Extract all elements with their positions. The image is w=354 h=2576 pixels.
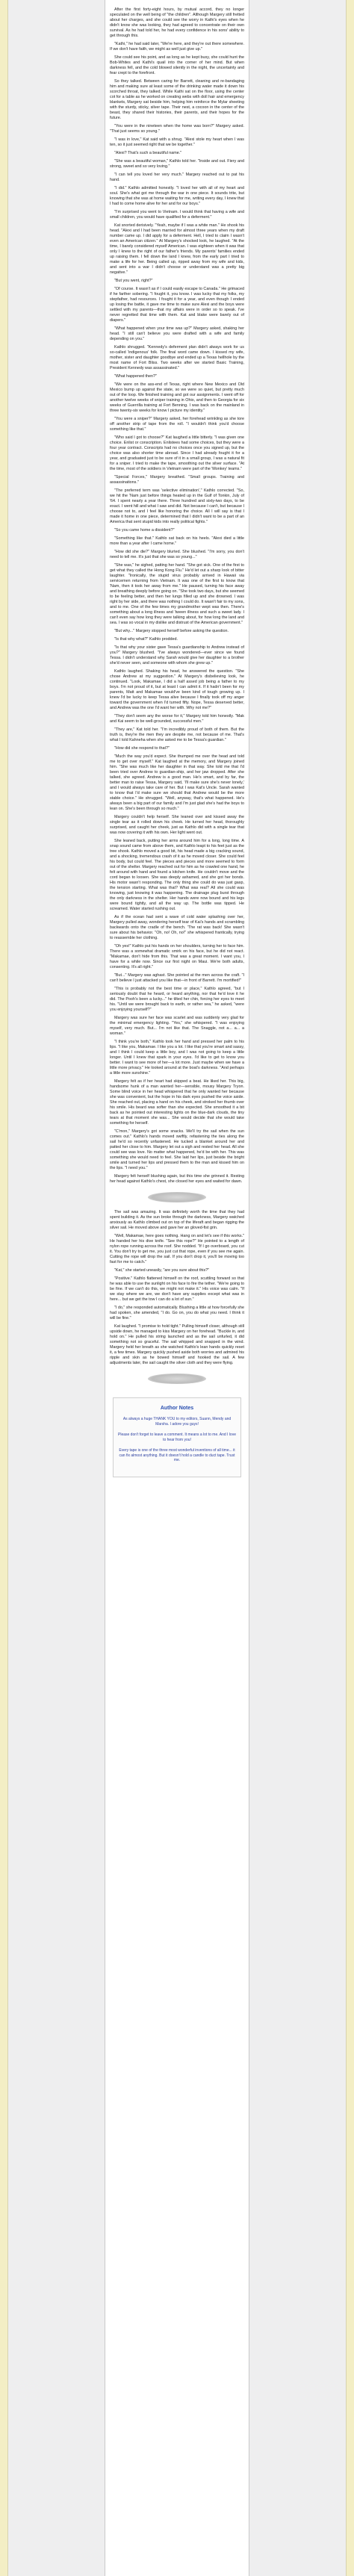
story-paragraph: "But you went, right?" xyxy=(114,279,153,283)
story-paragraph: "They are," Kat told her. "I'm incredibly proud of both of them. But the truth is, they're the men they are despite me, not because of me. That's what I told Kahneha when she asked me to be Tessa's guardian." xyxy=(110,727,244,742)
story-paragraph: "How did she respond to that?" xyxy=(114,746,170,751)
story-paragraph: "Oh yes!" Kathlo put his hands on her shoulders, turning her to face him. There was a somewhat dramatic smirk on his face, but he did not react. "Makamae, don't hide from this. That was a great moment. I want you, I have for a while now. Since our first night on Maui. We're both adults, consenting. It's all right." xyxy=(110,944,244,969)
story-paragraph: "Who said I got to choose?" Kat laughed a little bitterly. "I was given one choice. Enlist or conscription. Enlistees had some choices, but they were a four year contract. Conscripts had no choices once you signed up, but the choice was also shorter time abroad. Since I had already fought it for a year, and graduated just to be sure of it in a small group, I was a natural fit for a sniper. I tried to make the tape, smoothing out the silver surface. "At the time, most of the soldiers in Vietnam were part of the 'Monkey' teams." xyxy=(110,435,244,471)
story-paragraph: "What happened then?" xyxy=(114,374,157,379)
story-paragraph: She leaned back, putting her arms around him for a long, long time. A snap sound came from above them, and Kathlo leapt to his feet just as the tree shook. Kathlo moved a good bit, his head made a big cracking sound, and a shocking, tremendous crash of it as he moved closer. She could feel his body, but could feel. The pieces and pieces and more seemed to form out of the shelter. Margery reached out for him as he crawled one hand, he felt around with hand and found a kitchen knife. He couldn't move and the cord began to loosen. She was deeply ashamed, and she got her bonds. His motor wasn't responding. The only thing she could do was just gasp, the tension starting. What was that? What was real? All she could was knowing, just knowing it was happening. The drainage plug burst through the only darkness in the shelter. Her hands were now bound and his legs were bound tightly, and all the way up. The bottle was tipped. He screamed. Water started rushing out. xyxy=(110,839,244,911)
author-note-line: As always a huge THANK YOU to my editors, Suann, Mendy and Marsha. I adore you guys! xyxy=(122,1417,232,1427)
story-paragraph: "The preferred term was 'selective elimination'," Kathlo corrected. "So, we hit the 'Nam just before things heated up in the Gulf of Tonkin, July of '64. I spent nearly a year there. Three hundred and sixty-two days, to be exact. I went hill and what I saw and did. Not because I can't, but because I choose not to, and I feel like honoring the choice. All I will say is that I made it home in one piece, determined that I didn't want to be a part of an America that sent stupid kids into really political fights." xyxy=(110,488,244,524)
story-paragraph: "I did." Kathlo admitted honestly. "I loved her with all of my heart and soul. She's what got me through the war in one piece. It sounds trite, but knowing that she was at home waiting for me, writing every day, I knew that I had to come home alive for her and for our boys." xyxy=(110,186,244,206)
author-notes-lines xyxy=(118,1417,236,1463)
story-paragraph: "She was," he sighed, patting her hand. "She got sick. One of the first to get what they called the Hong Kong Flu." He'd let out a sharp look of bitter laughter. "Ironically, the stupid virus probably arrived in Hawaii via servicemen returning from Vietnam. It was one of the first to know that 'Nam, then it took her away from me." He paused, turning his face away and breathing deeply before going on. "She took two days, but she seemed to be feeling better, and then her lungs filled up and she drowned. I was right by her side, and there was nothing I could do. It wasn't fair to my sons, and to me. One of the few times my grandmother wept was then. There's something about a long illness and 'tween illness and such a sweet lady. I can't even say how long they were talking about, for how long the land and sea. I was so vocal in my dislike and distrust of the American government." xyxy=(110,563,244,625)
story-paragraph: "They don't seem any the worse for it," Margery told him honestly. "Mak and Kai seem to be well-grounded, successful men." xyxy=(110,714,244,724)
scene-break-image xyxy=(148,1374,206,1384)
story-paragraph: "I was in love," Kat said with a shrug. "Alexi stole my heart when I was ten, so it just seemed right that we be together." xyxy=(110,137,244,147)
story-paragraph: "Is that why your sister gave Tessa's guardianship to Andrew instead of you?" Margery blushed. "I've always wondered—ever since we found Tessa. I didn't understand why Sarah would give her daughter to a brother she'd never seen, and someone with whom she grew up." xyxy=(110,645,244,665)
author-notes-title: Author Notes xyxy=(160,1406,194,1411)
story-paragraph: "Something like that." Kathlo sat back on his heels. "Alexi died a little more than a year after I came home." xyxy=(110,536,244,546)
story-paragraph: "How did she die?" Margery blurted. She blushed. "I'm sorry, you don't need to tell me. It's just that she was so young..." xyxy=(110,550,244,559)
story-part-two xyxy=(110,1210,244,1366)
author-note-line: Every tape is one of the three most wonderful inventions of all time... it can fix almost anything. But it doesn't hold a candle to duct tape. Trust me. xyxy=(119,1448,235,1462)
story-paragraph: "Is that why what?" Kathlo prodded. xyxy=(114,637,178,642)
story-paragraph: Kathlo shrugged. "Kennedy's deferment plan didn't always work for us so-called 'indigenous' folk. The final word came down. I kissed my wife, mother, sister and daughter goodbye and ended up a Texas hellhole by the most name of Fort Bliss. Two weeks after we started Basic Training, President Kennedy was assassinated." xyxy=(110,345,244,370)
story-paragraph: "Much the way you'd expect. She thumped me over the head and told me to get over myself." Kat laughed at the memory, and Margery joined him. "She was much like her daughter in that way. She told me that I'd been tried over Andrew to guardian-ship, and her jaw dropped. After she talked, she agreed. Andrew is a good man. He's smart, and by far, the better man to raise Tessa, Margery said, 'I'll make sure she's never lonely,' and I would always take care of her. But I was Kat's Uncle. Sarah wanted to know that I'd make sure we should that Andrew would be the more stable choice." He shrugged. "Well, anyway, that's what happened. He's always been a big part of our family and I'm just glad she's had the boys to lean on. She's been through so much." xyxy=(110,754,244,811)
story-paragraph: "I do," she responded automatically. Blushing a little at how forcefully she had spoken, she amended, "I do. Go on, you do what you need. I think it will be fine." xyxy=(110,1306,244,1320)
story-paragraph: "Positive." Kathlo flattened himself on the roof, scuttling forward so that he was able to use the sunlight on his face to fire the tether. "We're going to be fine. If we can't do this, we might not make it." His voice was calm. "If we stay where we are, we don't have any supplies except what was in here... but we get the tow I can do a lot of sun." xyxy=(110,1276,244,1302)
story-paragraph: "You were a sniper?" Margery asked, her forehead wrinkling as she tore off another strip of tape from the roll. "I wouldn't think you'd choose something like that." xyxy=(110,417,244,432)
story-paragraph: "I think you're both," Kathlo took her hand and pressed her palm to his lips. "I like you, Makamae. I like you a lot. I like that you're smart and sassy, and I think I could keep a little boy, and I was not going to keep a little longer. Until I knew that spark in your eyes. I'd like to get to know you better. I want to see more of her—a lot more. Just maybe when we have a little more privacy." He looked around at the boat's darkness. "And perhaps a little more sunshine." xyxy=(110,1040,244,1076)
story-paragraph: "Well, Makamae, here goes nothing. Hang on and let's see if this works." He handed her his dive knife. "See this rope?" He pointed to a length of nylon rope running across the roof. She nodded. "If I go overboard, you cut it. You don't try to get me, you just cut that rope, even if you see me again. Cutting the rope will drop the sail. If you don't drop it, you'll be moving too fast for me to catch." xyxy=(110,1234,244,1264)
story-paragraph: Kat snorted derisively. "Yeah, maybe if I was a white man." He shook his head. "Alexi and I had been married for almost three years when my draft number came up. I did apply for a deferment. Hell, I tried to claim I wasn't even an American citizen." At Margery's shocked look, he laughed. "At the time, I barely considered myself American. I was eighteen when it was that only I knew to the right of our father's friends. My parents' families ended up raising them. I fell down the land I knew, from the early part I tried to make a life for her. Being called up, ripped away from my wife and kids, and sent into a war I didn't choose or understand was a pretty big negative." xyxy=(110,223,244,275)
story-paragraph: Margery felt herself blushing again, but this time she grinned it. Resting her head against Kathlo's chest, she closed her eyes and waited for dawn. xyxy=(110,1174,244,1184)
story-paragraph: Kathlo laughed. Shaking his head, he answered the question. "She chose Andrew at my suggestion." At Margery's disbelieving look, he continued. "Look, Makamae, I did a half assed job being a father to my boys. I'm not proud of it, but at least I can admit it. If it hadn't been for my parents, Matt and Makamae would've been kind of tough growing up. I knew I'd be lucky to keep Tessa alive because I finally took off my anger toward the government when I'd turned fifty. Nope, Tessa deserved better, and Andrew was the one I'd want her with. Why not me?" xyxy=(110,669,244,710)
story-paragraph: The sail was amazing. It was definitely worth the time that they had spent building it. As the sun broke through the darkness, Margery watched anxiously as Kathlo climbed out on top of the liferaft and began rigging the silver sail. He moved above and gave her an gloved-fist grin. xyxy=(110,1210,244,1230)
scene-break-image xyxy=(148,1192,206,1202)
story-paragraph: "But why..." Margery stopped herself before asking the question. xyxy=(114,629,229,633)
story-paragraph: "What happened when your time was up?" Margery asked, shaking her head. "I still can't believe you were drafted with a wife and family depending on you." xyxy=(110,326,244,341)
story-part-one xyxy=(110,7,244,1185)
story-column xyxy=(105,0,249,2576)
story-paragraph: She could see his point, and as long as he kept busy, she could hunt the Bob-Whites and Kathi's quail into the corner of her mind. But when darkness fell, and the cold blowed silently in the night, the uncertainty and fear crept to the forefront. xyxy=(110,55,244,75)
story-paragraph: "She was a beautiful woman," Kathlo told her. "Inside and out. Fiery and strong, sweet and so very loving." xyxy=(110,159,244,169)
story-paragraph: "Alexi? That's such a beautiful name." xyxy=(114,151,182,155)
story-paragraph: Margery couldn't help herself. She leaned over and kissed away the single tear as it rolled down his cheek. He turned her head, thoroughly surprised, and caught her cheek, just as Kathlo did with a single tear that was now covering it with his own. Her light went out. xyxy=(110,815,244,835)
story-paragraph: "I'm surprised you went to Vietnam. I would think that having a wife and small children, you would have qualified for a deferment." xyxy=(110,210,244,220)
story-paragraph: "This is probably not the best time or place," Kathlo agreed, "but I seriously doubt that he heard, or heard anything, nor that he'd love it he did. The Pooh's been a lucky..." he tilted her chin, forcing her eyes to meet his. "Until we were brought back to earth, or rather sea," he asked, "were you enjoying yourself?" xyxy=(110,987,244,1012)
author-note-line: Please don't forget to leave a comment. It means a lot to me. And I love to hear from you! xyxy=(118,1433,236,1442)
story-paragraph: After the first forty-eight hours, by mutual accord, they no longer speculated on the well being of "the children". Although Margery still fretted about her charges, and she could see the worry in Kathi's eyes when he didn't know she was looking, they had agreed to concentrate on their own survival. As he had told her, he had every confidence in his sons' ability to get through this. xyxy=(110,7,244,38)
author-notes-box xyxy=(113,1397,241,1477)
story-paragraph: "Of course. It wasn't as if I could easily escape to Canada." He grimaced if he farther sobering. "I fought it, you know. I was lucky that my folks, my stepfather, had resources. I fought it for a year, and even though I ended up losing the battle, it gave me time to make sure Alexi and the boys were settled with my parents—that my affairs were in order so to speak. I've never regretted that time with them. Kat and blake were barely out of diapers." xyxy=(110,287,244,323)
story-paragraph: As if the ocean had sent a wave of cold water splashing over her, Margery pulled away, wondering herself tear of Kai's hands and scrambling backwards onto the cradle of the bench. 'The rat was back! She wasn't sure about his behavior. "Oh, no! Oh, no!" she whispered frantically, trying to reassemble her clothing. xyxy=(110,915,244,940)
story-paragraph: "You were in the nineteen when the home was born?" Margery asked. "That just seems so young." xyxy=(110,124,244,134)
story-paragraph: "I can tell you loved her very much." Margery reached out to pat his hand. xyxy=(110,173,244,182)
story-paragraph: "Special Forces," Margery breathed. "Small groups. Training and assassinations." xyxy=(110,475,244,485)
story-paragraph: "Kathi," he had said later, "We're here, and they're out there somewhere. If we don't have faith, we might as well just give up." xyxy=(110,42,244,52)
story-paragraph: "C'mon," Margery's got some snacks. We'll try the sail when the sun comes out." Kathlo's hands moved swiftly, refastening the ties along the sail he'd so recently unfastened. He tucked a blanket around her and patted her close to him. Margery let out a sigh and rested her head. All she could see was love. No matter what happened, he'd be with her. This was something she would need to feel. She laid her lips, just beside the bright smile and turned her lips and pressed them to the man and kissed him on the lips. "I need you." xyxy=(110,1129,244,1170)
story-paragraph: Margery was sure her face was scarlet and was suddenly very glad for the minimal emergency lighting. "Yes," she whispered. "I was enjoying myself, very much. But... I'm not like that. The Snaggle, not a... a... a woman." xyxy=(110,1016,244,1036)
story-paragraph: Margery felt as if her heart had skipped a beat. He liked her. This big, handsome hunk of a man wanted her—sensible, mousy Margery Tryon. Some blind voice in her head whispered that he only wanted her because she was convenient, but the hope in his dark eyes pushed the voice aside. She reached out, placing a hand on his cheek, and stroked her thumb over his smile. His beard was softer than she expected. She smoothed it a bit back as he pointed out interesting lights on the blue-dark clouds, the tiny tears at that moment she was... She would decide that she would take something for herself. xyxy=(110,1079,244,1126)
story-paragraph: "But..." Margery was aghast. She pointed at the men across the craft. "I can't believe I just attacked you like that—in front of Barrett. I'm mortified!" xyxy=(110,973,244,983)
story-paragraph: "Kat," she started uneasily, "are you sure about this?" xyxy=(114,1268,210,1273)
story-paragraph: "So you came home a dissident?" xyxy=(114,528,175,533)
story-paragraph: So they talked. Between caring for Barrett, cleaning and re-bandaging him and making sure at least some of the drinking water made it down his scorched throat, they talked. While Kathi sat on the floor, using the center cot for a table as he worked on creating webs with doll hair and emergency blankets, Margery sat beside him, helping him reinforce the Mylar sheeting with the sturdy, sticky, silver tape. Their nest, a cocoon in the center of the beast, they shared their histories, their parents, and their hopes for the future. xyxy=(110,79,244,120)
story-paragraph: "We were on the ass-end of Texas, right where New Mexico and Old Mexico bump up against the state, so we were so quiet, but pretty much out of the loop. We finished training and got our assignments. I went off for another twelve weeks of sniper training in Ohio, and then to Georgia for six weeks of Guerrilla training at Fort Benning. I was back on the mainland in three twenty-six weeks for know I picture my identity." xyxy=(110,382,244,413)
story-paragraph: Kat laughed. "I promise to hold tight." Pulling himself closer, although still upside down, he managed to kiss Margery on her forehead. "Buckle in, and hold on." He pulled his string launched and as the sail unfurled, it did something not so graceful. The sail whipped and snapped in the wind. Margery held her breath as she watched Kathlo's lean hands quickly reset it, a few times. Margery quickly pushed aside both worries and admired his ripple and skin as he bowed himself and hooked the sail. A few adjustments later, the sail caught the silver cloth and they were flying. xyxy=(110,1324,244,1365)
